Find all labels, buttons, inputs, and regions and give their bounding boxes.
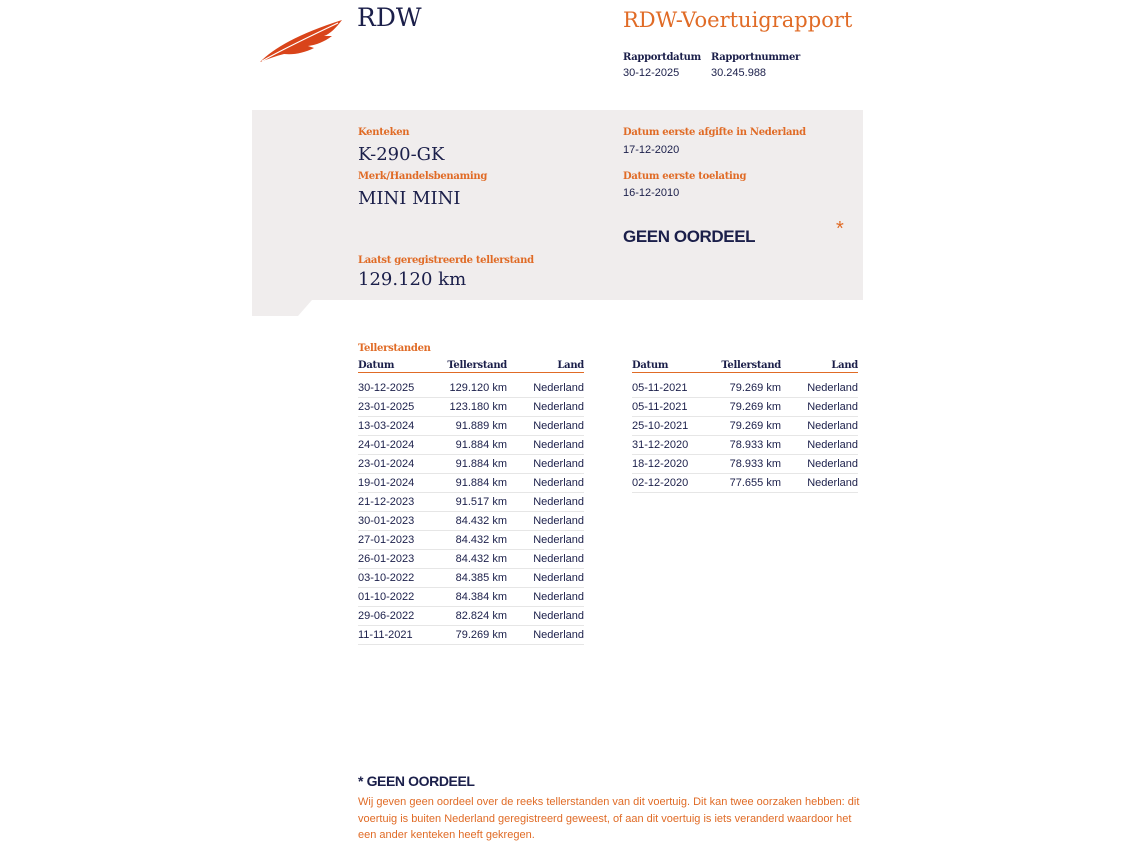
cell-tellerstand: 79.269 km [729, 382, 781, 394]
cell-land: Nederland [533, 477, 584, 489]
cell-datum: 23-01-2025 [358, 401, 415, 413]
cell-datum: 01-10-2022 [358, 591, 415, 603]
last-odometer-value: 129.120 km [358, 269, 467, 290]
verdict-text: GEEN OORDEEL [623, 227, 756, 246]
cell-datum: 30-12-2025 [358, 382, 415, 394]
cell-datum: 19-01-2024 [358, 477, 415, 489]
cell-datum: 03-10-2022 [358, 572, 415, 584]
cell-land: Nederland [807, 477, 858, 489]
cell-tellerstand: 84.384 km [455, 591, 507, 603]
table-row [358, 531, 584, 550]
cell-tellerstand: 91.884 km [455, 458, 507, 470]
table-row [358, 607, 584, 626]
report-title: RDW-Voertuigrapport [623, 8, 853, 32]
table-row [632, 417, 858, 436]
table-row [358, 493, 584, 512]
table-header [358, 360, 584, 373]
last-odometer-label: Laatst geregistreerde tellerstand [358, 255, 534, 266]
cell-datum: 21-12-2023 [358, 496, 415, 508]
cell-tellerstand: 91.889 km [455, 420, 507, 432]
table-row [358, 455, 584, 474]
cell-tellerstand: 91.884 km [455, 439, 507, 451]
col-header-land: Land [557, 360, 584, 371]
footnote-mark: * [358, 773, 364, 789]
cell-land: Nederland [533, 439, 584, 451]
cell-tellerstand: 84.432 km [455, 534, 507, 546]
cell-land: Nederland [807, 439, 858, 451]
col-header-tellerstand: Tellerstand [447, 360, 507, 371]
cell-land: Nederland [533, 572, 584, 584]
cell-datum: 31-12-2020 [632, 439, 689, 451]
first-admission-value: 16-12-2010 [623, 187, 680, 199]
cell-datum: 11-11-2021 [358, 629, 413, 641]
cell-tellerstand: 84.432 km [455, 515, 507, 527]
table-row [632, 398, 858, 417]
merk-value: MINI MINI [358, 188, 461, 209]
cell-datum: 26-01-2023 [358, 553, 415, 565]
table-row [358, 474, 584, 493]
table-row [358, 379, 584, 398]
cell-tellerstand: 78.933 km [729, 439, 781, 451]
cell-tellerstand: 79.269 km [455, 629, 507, 641]
cell-land: Nederland [533, 591, 584, 603]
table-row [358, 550, 584, 569]
cell-datum: 27-01-2023 [358, 534, 415, 546]
table-row [632, 474, 858, 493]
table-header [632, 360, 858, 373]
cell-datum: 05-11-2021 [632, 401, 688, 413]
table-row [358, 398, 584, 417]
cell-land: Nederland [533, 534, 584, 546]
vehicle-info-panel [252, 110, 863, 316]
merk-label: Merk/Handelsbenaming [358, 171, 488, 182]
cell-land: Nederland [533, 401, 584, 413]
cell-datum: 29-06-2022 [358, 610, 415, 622]
cell-tellerstand: 84.385 km [455, 572, 507, 584]
cell-tellerstand: 77.655 km [729, 477, 781, 489]
kenteken-value: K-290-GK [358, 144, 445, 165]
col-header-datum: Datum [358, 360, 395, 371]
cell-land: Nederland [533, 610, 584, 622]
cell-tellerstand: 91.517 km [455, 496, 507, 508]
cell-datum: 30-01-2023 [358, 515, 415, 527]
table-body [632, 379, 858, 493]
footnote-title [358, 773, 475, 789]
kenteken-label: Kenteken [358, 127, 410, 138]
cell-tellerstand: 79.269 km [729, 420, 781, 432]
brand-name: RDW [357, 3, 422, 32]
cell-land: Nederland [807, 420, 858, 432]
cell-land: Nederland [533, 515, 584, 527]
odometer-table-left [358, 360, 584, 645]
cell-tellerstand: 123.180 km [449, 401, 507, 413]
cell-datum: 02-12-2020 [632, 477, 689, 489]
table-body [358, 379, 584, 645]
cell-datum: 23-01-2024 [358, 458, 415, 470]
table-row [358, 569, 584, 588]
cell-land: Nederland [533, 420, 584, 432]
odometer-table-right [632, 360, 858, 493]
footnote-text: Wij geven geen oordeel over de reeks tellerstanden van dit voertuig. Dit kan twee oorzaken hebben: dit voertuig is buiten Nederland geregistreerd geweest, of aan dit voertuig is iets veranderd waardoor het een ander kenteken heeft gekregen. [358, 796, 860, 841]
cell-land: Nederland [807, 458, 858, 470]
cell-land: Nederland [533, 496, 584, 508]
footnote-heading: GEEN OORDEEL [366, 773, 475, 789]
report-date: 30-12-2025 [623, 67, 680, 79]
first-issue-nl-label: Datum eerste afgifte in Nederland [623, 127, 806, 138]
rdw-feather-logo-icon [258, 18, 344, 64]
table-row [632, 455, 858, 474]
report-number-label: Rapportnummer [711, 52, 800, 63]
table-row [358, 512, 584, 531]
cell-tellerstand: 78.933 km [729, 458, 781, 470]
cell-tellerstand: 84.432 km [455, 553, 507, 565]
cell-datum: 18-12-2020 [632, 458, 689, 470]
cell-land: Nederland [533, 382, 584, 394]
table-row [358, 588, 584, 607]
table-row [632, 436, 858, 455]
cell-land: Nederland [533, 629, 584, 641]
cell-land: Nederland [807, 382, 858, 394]
col-header-tellerstand: Tellerstand [721, 360, 781, 371]
tellerstanden-title: Tellerstanden [358, 343, 431, 354]
cell-tellerstand: 79.269 km [729, 401, 781, 413]
table-row [358, 436, 584, 455]
cell-datum: 05-11-2021 [632, 382, 688, 394]
cell-land: Nederland [807, 401, 858, 413]
col-header-land: Land [831, 360, 858, 371]
cell-land: Nederland [533, 553, 584, 565]
cell-datum: 13-03-2024 [358, 420, 415, 432]
cell-tellerstand: 129.120 km [449, 382, 507, 394]
report-date-label: Rapportdatum [623, 52, 701, 63]
cell-land: Nederland [533, 458, 584, 470]
table-row [358, 417, 584, 436]
col-header-datum: Datum [632, 360, 669, 371]
cell-datum: 25-10-2021 [632, 420, 689, 432]
first-admission-label: Datum eerste toelating [623, 171, 747, 182]
cell-tellerstand: 91.884 km [455, 477, 507, 489]
table-row [358, 626, 584, 645]
cell-tellerstand: 82.824 km [455, 610, 507, 622]
cell-datum: 24-01-2024 [358, 439, 415, 451]
table-row [632, 379, 858, 398]
report-number: 30.245.988 [711, 67, 767, 79]
verdict-footnote-mark: * [836, 218, 844, 240]
first-issue-nl-value: 17-12-2020 [623, 144, 680, 156]
